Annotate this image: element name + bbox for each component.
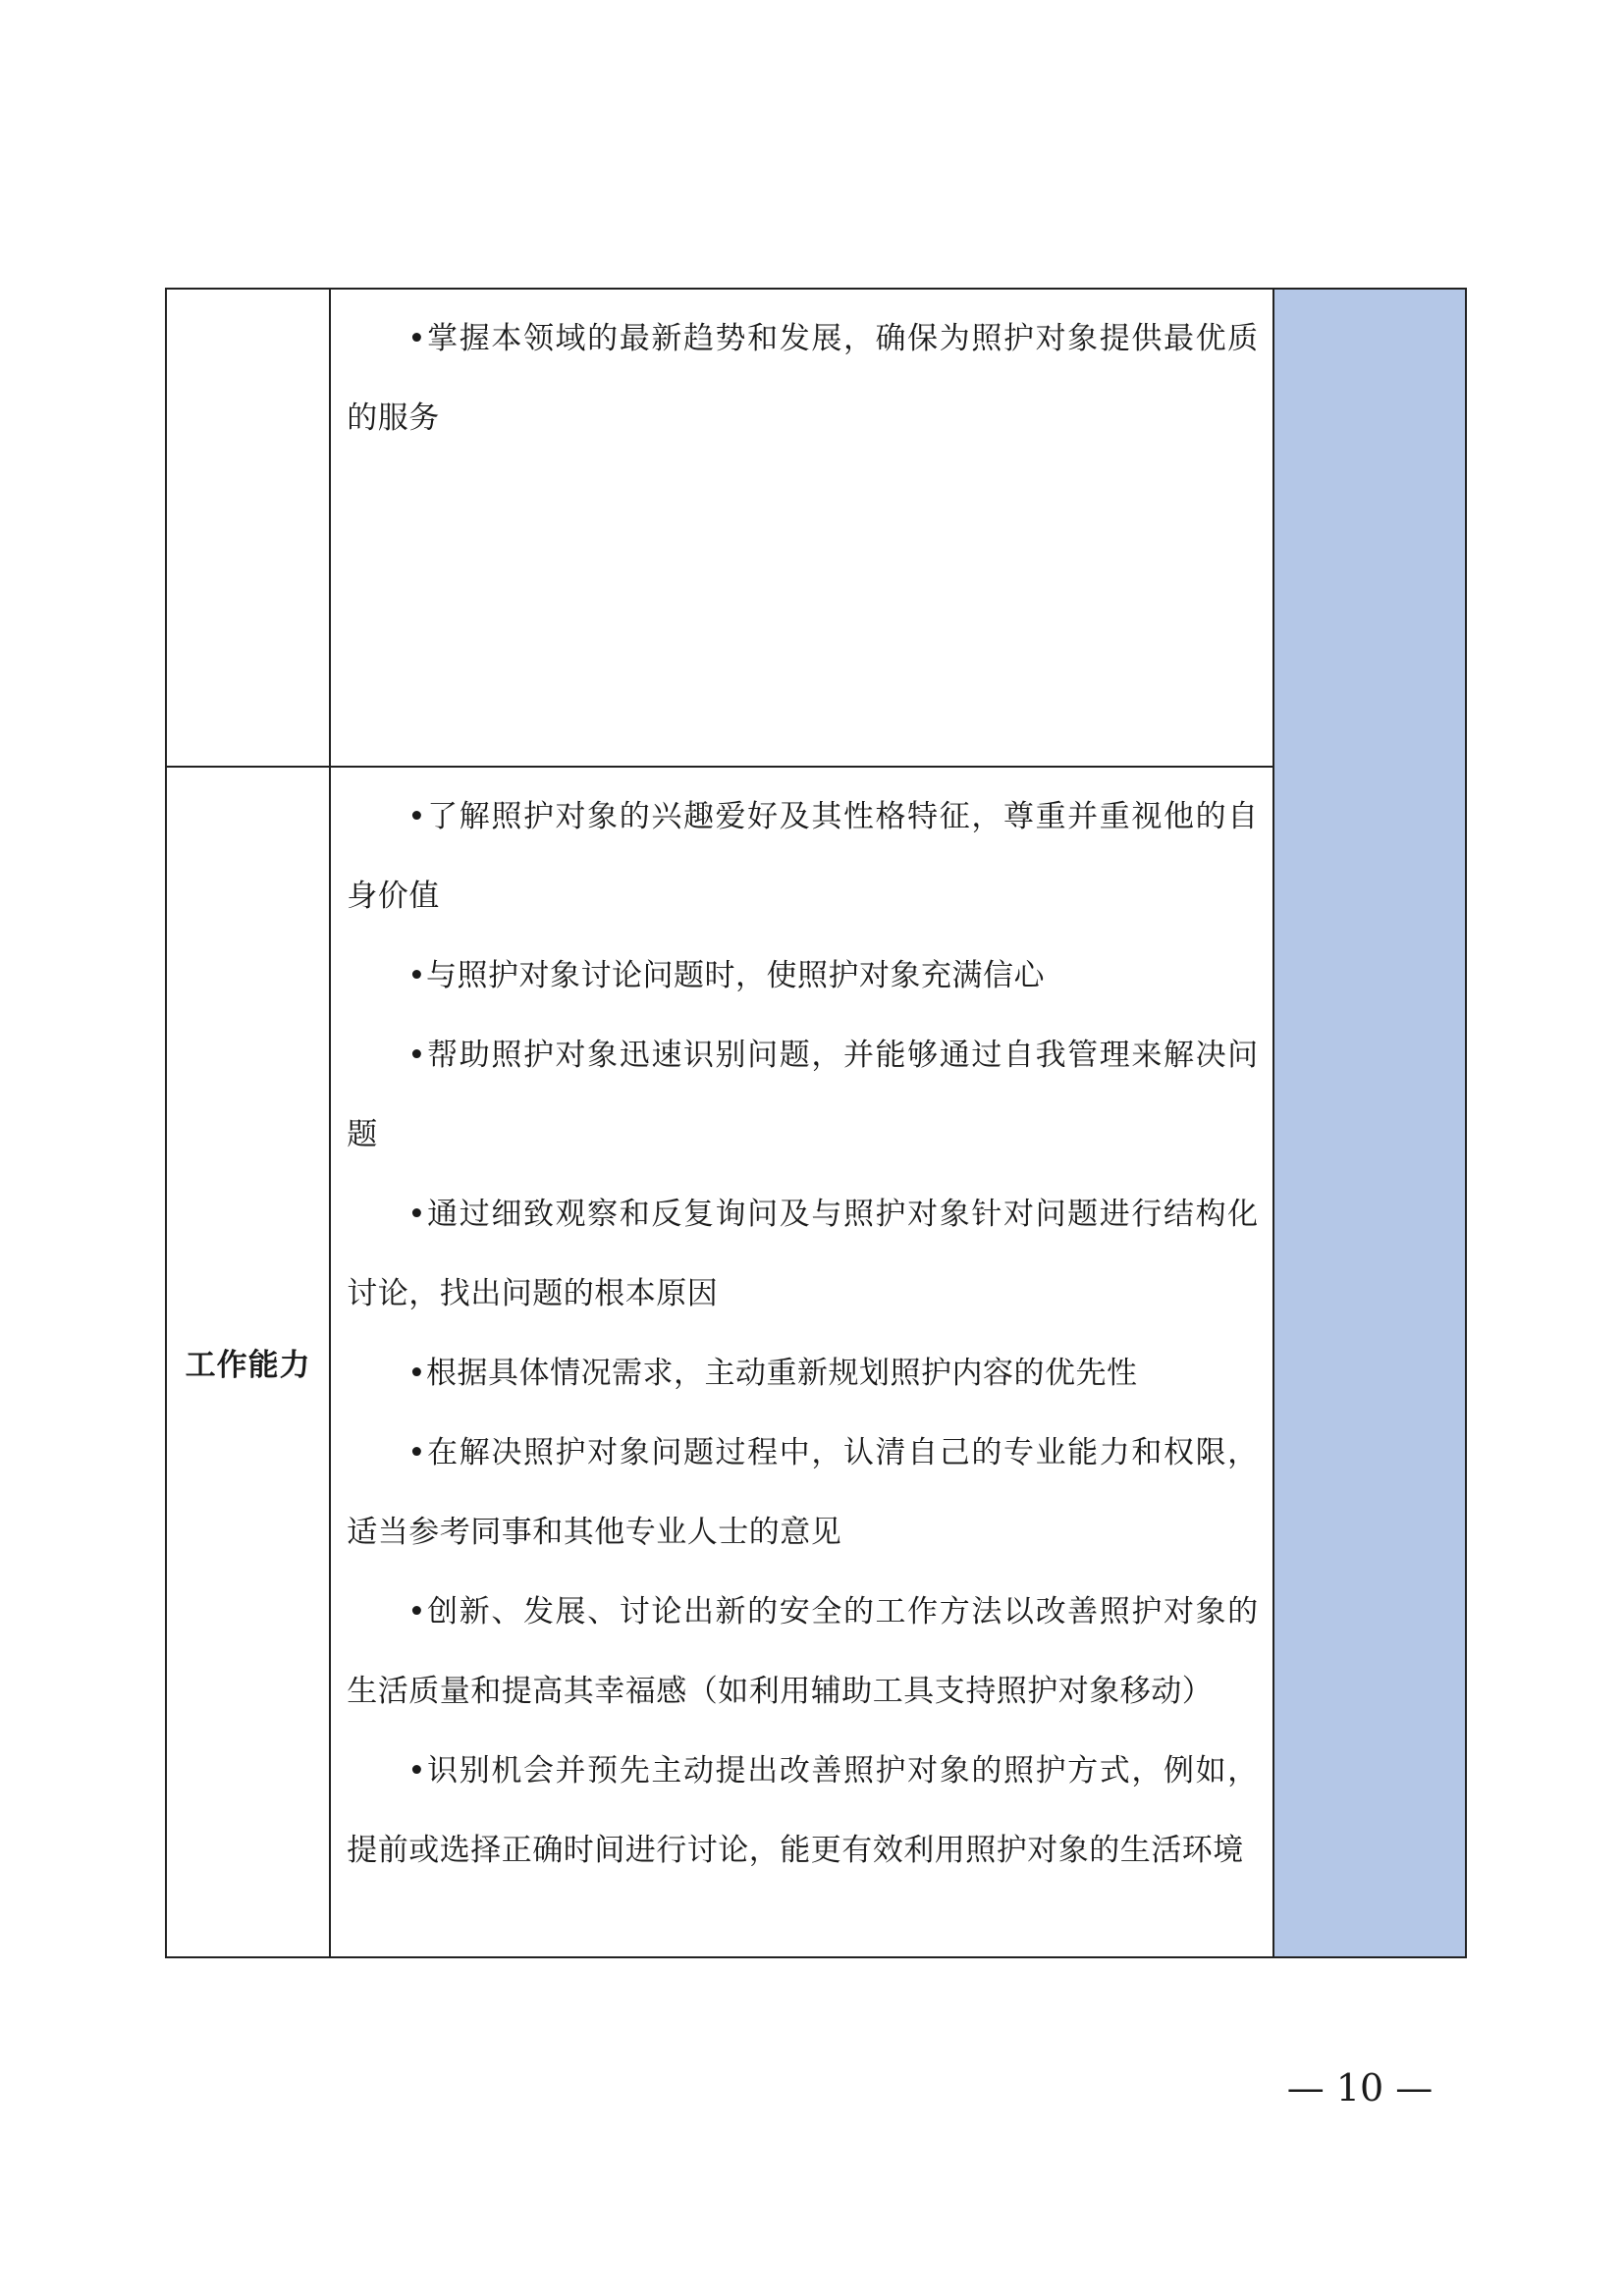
page-number: — 10 —	[1286, 2066, 1434, 2109]
list-item: •在解决照护对象问题过程中，认清自己的专业能力和权限，适当参考同事和其他专业人士的意见	[347, 1435, 1259, 1550]
table-row	[166, 289, 1466, 767]
row-content-cell	[330, 289, 1272, 767]
list-item: •通过细致观察和反复询问及与照护对象针对问题进行结构化讨论，找出问题的根本原因	[347, 1197, 1259, 1311]
list-item: •根据具体情况需求，主动重新规划照护内容的优先性	[407, 1356, 1138, 1391]
blue-side-column	[1273, 289, 1466, 1957]
list-item: •掌握本领域的最新趋势和发展，确保为照护对象提供最优质的服务	[347, 321, 1259, 436]
list-item: •帮助照护对象迅速识别问题，并能够通过自我管理来解决问题	[347, 1038, 1259, 1152]
row-label-cell	[166, 289, 330, 767]
list-item: •与照护对象讨论问题时，使照护对象充满信心	[407, 958, 1046, 993]
list-item: •识别机会并预先主动提出改善照护对象的照护方式，例如，提前或选择正确时间进行讨论，能更有效利用照护对象的生活环境	[347, 1753, 1259, 1868]
row-content-cell	[330, 767, 1272, 1957]
list-item: •创新、发展、讨论出新的安全的工作方法以改善照护对象的生活质量和提高其幸福感（如利用辅助工具支持照护对象移动）	[347, 1594, 1259, 1709]
competency-table	[165, 288, 1467, 1958]
row-label-cell: 工作能力	[166, 767, 330, 1957]
list-item: •了解照护对象的兴趣爱好及其性格特征，尊重并重视他的自身价值	[347, 799, 1259, 914]
table-row	[166, 767, 1466, 1957]
